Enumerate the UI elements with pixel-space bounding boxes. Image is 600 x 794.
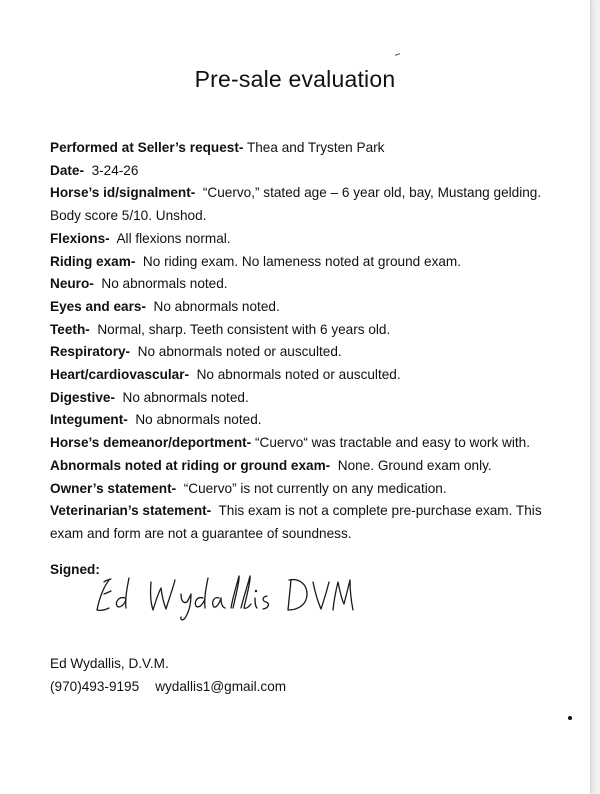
field-label: Teeth- [50,321,90,337]
vet-contact [50,652,286,698]
field-value: “Cuervo,” stated age – 6 year old, bay, Mustang gelding. Body score 5/10. Unshod. [50,185,542,224]
field-value: No abnormals noted. [122,389,249,405]
field-label: Horse’s demeanor/deportment- [50,435,252,451]
field-value: No abnormals noted or ausculted. [196,367,401,383]
field-value: No abnormals noted. [135,412,262,428]
field-label: Neuro- [50,276,94,292]
field-label: Riding exam- [50,253,136,269]
contact-line [50,675,286,698]
field-teeth [50,319,565,342]
field-demeanor [50,432,565,455]
signed-label: Signed: [50,562,100,577]
field-value: All flexions normal. [116,230,231,246]
field-label: Flexions- [50,230,110,246]
field-label: Abnormals noted at riding or ground exam- [50,457,331,473]
field-value: No abnormals noted. [101,276,228,292]
field-eyes-ears [50,296,565,319]
field-label: Integument- [50,412,128,428]
evaluation-fields [50,137,565,546]
vet-name: Ed Wydallis, D.V.M. [50,656,169,671]
field-neuro [50,273,565,296]
field-label: Date- [50,162,84,178]
field-label: Veterinarian’s statement- [50,503,212,519]
field-respiratory [50,341,565,364]
field-value: No riding exam. No lameness noted at ground exam. [142,253,462,269]
field-cardiovascular [50,364,565,387]
field-label: Owner’s statement- [50,480,177,496]
field-integument [50,409,565,432]
stray-mark [395,53,400,56]
handwritten-signature [95,566,355,624]
field-label: Respiratory- [50,344,131,360]
field-value: No abnormals noted. [153,298,280,314]
field-value: 3-24-26 [91,162,139,178]
field-value: “Cuervo” is not currently on any medication. [183,480,447,496]
field-flexions [50,228,565,251]
field-label: Horse’s id/signalment- [50,185,196,201]
field-value: “Cuervo“ was tractable and easy to work with. [254,435,530,451]
field-performed-at [50,137,565,160]
field-digestive [50,387,565,410]
field-date [50,160,565,183]
field-label: Digestive- [50,389,115,405]
field-label: Heart/cardiovascular- [50,367,190,383]
field-vet-statement [50,500,565,545]
field-label: Performed at Seller’s request- [50,140,244,155]
field-value: Normal, sharp. Teeth consistent with 6 years old. [97,321,391,337]
stray-dot [568,716,572,720]
field-value: No abnormals noted or ausculted. [137,344,342,360]
field-value: Thea and Trysten Park [246,140,385,155]
field-value: None. Ground exam only. [337,457,492,473]
field-value: This exam is not a complete pre-purchase exam. This exam and form are not a guarantee of soundness. [50,503,542,541]
field-abnormals [50,455,565,478]
document-title: Pre-sale evaluation [194,66,396,92]
field-riding-exam [50,251,565,274]
email-address[interactable]: wydallis1@gmail.com [155,679,287,694]
field-signalment [50,182,565,227]
phone-number: (970)493-9195 [50,679,140,694]
field-label: Eyes and ears- [50,298,146,314]
field-owner-statement [50,478,565,501]
